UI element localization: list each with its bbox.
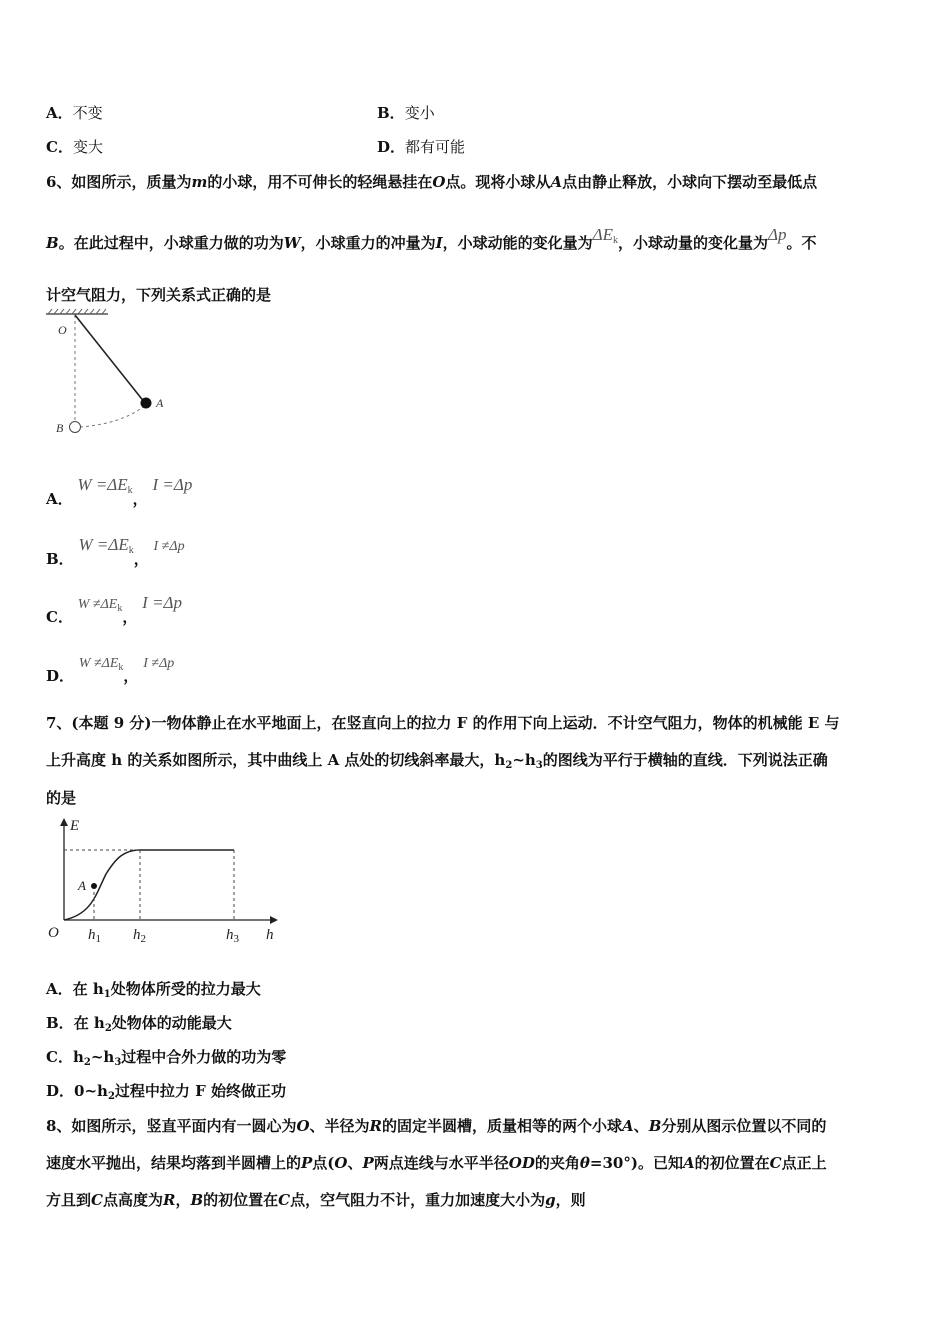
q5-option-c: C．变大 bbox=[46, 138, 103, 156]
svg-text:h3: $h_3$ bbox=[226, 927, 239, 945]
q8-line1: 8、如图所示，竖直平面内有一圆心为O、半径为R的固定半圆槽，质量相等的两个小球A、B分别从图示位置以不同的 bbox=[46, 1117, 827, 1135]
q8-line2: 速度水平抛出，结果均落到半圆槽上的P点(O、P两点连线与水平半径OD的夹角θ=30°)。已知A的初位置在C点正上 bbox=[46, 1154, 827, 1172]
q6-line1: 6、如图所示，质量为m的小球，用不可伸长的轻绳悬挂在O点。现将小球从A点由静止释放，小球向下摆动至最低点 bbox=[46, 173, 818, 191]
q7-line3: 的是 bbox=[46, 789, 77, 807]
q6-option-a: A． $W =\Delta E_k$， I =Δp bbox=[46, 475, 193, 508]
svg-text:h1: $h_1$ bbox=[88, 927, 101, 945]
label-o: O bbox=[58, 323, 67, 337]
q5-option-b: B．变小 bbox=[377, 104, 435, 122]
q5-option-d: D．都有可能 bbox=[377, 138, 466, 156]
q6-option-c: C． $W \ne\Delta E_k$， I =Δp bbox=[46, 593, 183, 626]
q8-line3: 方且到C点高度为R，B的初位置在C点，空气阻力不计，重力加速度大小为g，则 bbox=[46, 1191, 586, 1209]
q7-line1: 7、(本题 9 分)一物体静止在水平地面上，在竖直向上的拉力 F 的作用下向上运动．不计空气阻力，物体的机械能 E 与 bbox=[46, 714, 840, 732]
svg-text:h: h bbox=[266, 927, 274, 943]
q5-option-a: A．不变 bbox=[46, 104, 103, 122]
svg-text:E: E bbox=[70, 818, 80, 834]
svg-text:O: O bbox=[48, 925, 59, 941]
ball-b bbox=[70, 422, 81, 433]
pendulum-figure bbox=[40, 308, 180, 440]
energy-height-graph bbox=[44, 814, 284, 950]
ball-a bbox=[141, 398, 152, 409]
q6-line3: 计空气阻力，下列关系式正确的是 bbox=[46, 286, 272, 304]
q7-option-a: A．在 $h_1$处物体所受的拉力最大 bbox=[46, 980, 261, 1000]
q7-option-d: D．$0\sim h_2$过程中拉力 F 始终做正功 bbox=[46, 1082, 287, 1102]
label-a: A bbox=[156, 396, 164, 410]
q6-option-b: B． $W =\Delta E_k$， I ≠Δp bbox=[46, 535, 185, 568]
svg-text:A: A bbox=[78, 878, 86, 893]
delta-p-symbol: Δp bbox=[768, 225, 787, 244]
q6-option-d: D． $W \ne\Delta E_k$， I ≠Δp bbox=[46, 656, 175, 685]
q7-line2: 上升高度 h 的关系如图所示，其中曲线上 A 点处的切线斜率最大，$h_2\sim h_3$的图线为平行于横轴的直线．下列说法正确 bbox=[46, 751, 828, 771]
q7-option-c: C．$h_2\sim h_3$过程中合外力做的功为零 bbox=[46, 1048, 287, 1068]
q6-line2: B。在此过程中，小球重力做的功为W，小球重力的冲量为I，小球动能的变化量为$\Delta E_k$，小球动量的变化量为Δp。不 bbox=[46, 225, 817, 252]
point-a bbox=[91, 883, 97, 889]
delta-ek-symbol: $\Delta E_k$ bbox=[592, 225, 618, 246]
svg-text:h2: $h_2$ bbox=[133, 927, 146, 945]
q7-option-b: B．在 $h_2$处物体的动能最大 bbox=[46, 1014, 232, 1034]
label-b: B bbox=[56, 421, 64, 435]
